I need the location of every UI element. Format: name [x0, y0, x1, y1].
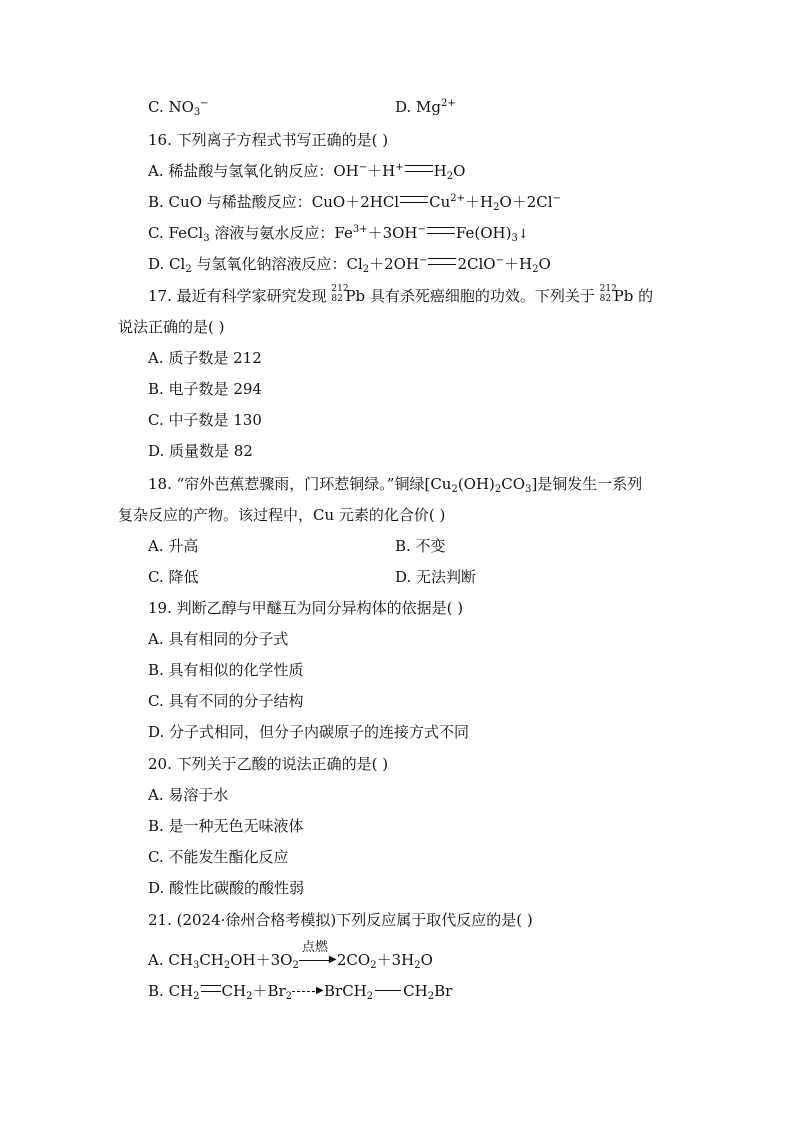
q20-stem: 20. 下列关于乙酸的说法正确的是( ) — [148, 755, 389, 773]
precipitate-arrow-icon: ↓ — [517, 227, 529, 242]
q20-option-d[interactable]: D. 酸性比碳酸的酸性弱 — [148, 879, 305, 897]
q15-option-c[interactable]: C. $NO_3^-$ — [148, 98, 209, 118]
q16-stem: 16. 下列离子方程式书写正确的是( ) — [148, 131, 389, 149]
q18-option-d[interactable]: D. 无法判断 — [395, 568, 477, 586]
q18-stem-line1: 18. “帘外芭蕉惹骤雨，门环惹铜绿。”铜绿$[Cu_2(OH)_2CO_3]$是铜发生一系列 — [148, 475, 643, 495]
q17-stem-line1: 17. 最近有科学家研究发现 212 82 Pb 具有杀死癌细胞的功效。下列关于 212 82 Pb 的 — [148, 284, 654, 305]
q18-option-b[interactable]: B. 不变 — [395, 537, 446, 555]
q17-option-b[interactable]: B. 电子数是 294 — [148, 380, 262, 398]
q19-option-d[interactable]: D. 分子式相同，但分子内碳原子的连接方式不同 — [148, 723, 470, 741]
q19-option-a[interactable]: A. 具有相同的分子式 — [148, 630, 289, 648]
q16-option-c[interactable]: C. FeCl$_3$ 溶液与氨水反应：$Fe^{3+}+3OH^-$ $Fe(OH)_3↓$ — [148, 224, 529, 244]
q20-option-a[interactable]: A. 易溶于水 — [148, 786, 229, 804]
nuclide-symbol: 212 82 — [331, 284, 349, 304]
q19-option-c[interactable]: C. 具有不同的分子结构 — [148, 692, 304, 710]
q17-option-d[interactable]: D. 质量数是 82 — [148, 442, 253, 460]
q21-option-a[interactable]: A. $CH_3CH_2OH+3O_2$ 点燃 ▶ $2CO_2+3H_2O$ — [148, 940, 433, 971]
q20-option-c[interactable]: C. 不能发生酯化反应 — [148, 848, 289, 866]
q16-option-b[interactable]: B. CuO 与稀盐酸反应：CuO＋2HCl $Cu^{2+}+H_2O+2Cl^-$ — [148, 193, 561, 213]
q21-option-b[interactable]: B. $CH_2$ $CH_2+Br_2$ ▶ BrCH$_2$ $CH_2Br$ — [148, 982, 453, 1002]
reaction-arrow-icon: ▶ — [292, 981, 324, 1001]
nuclide-symbol: 212 82 — [599, 284, 617, 304]
q17-option-a[interactable]: A. 质子数是 212 — [148, 349, 262, 367]
q19-stem: 19. 判断乙醇与甲醚互为同分异构体的依据是( ) — [148, 599, 464, 617]
q16-option-a[interactable]: A. 稀盐酸与氢氧化钠反应：OH−＋H+ $H_2O$ — [148, 162, 466, 182]
q18-stem-line2: 复杂反应的产物。该过程中，Cu 元素的化合价( ) — [118, 506, 446, 524]
q19-option-b[interactable]: B. 具有相似的化学性质 — [148, 661, 304, 679]
q18-option-a[interactable]: A. 升高 — [148, 537, 199, 555]
q17-option-c[interactable]: C. 中子数是 130 — [148, 411, 262, 429]
reaction-arrow-icon: 点燃 ▶ — [299, 950, 337, 970]
q20-option-b[interactable]: B. 是一种无色无味液体 — [148, 817, 304, 835]
q18-option-c[interactable]: C. 降低 — [148, 568, 199, 586]
q15-option-d[interactable]: D. $Mg^{2+}$ — [395, 98, 456, 116]
q21-stem: 21. (2024·徐州合格考模拟)下列反应属于取代反应的是( ) — [148, 911, 533, 929]
q16-option-d[interactable]: D. $Cl_2$ 与氢氧化钠溶液反应：$Cl_2+2OH^-$ $2ClO^-+H_2O$ — [148, 255, 551, 275]
q17-stem-line2: 说法正确的是( ) — [118, 318, 225, 336]
